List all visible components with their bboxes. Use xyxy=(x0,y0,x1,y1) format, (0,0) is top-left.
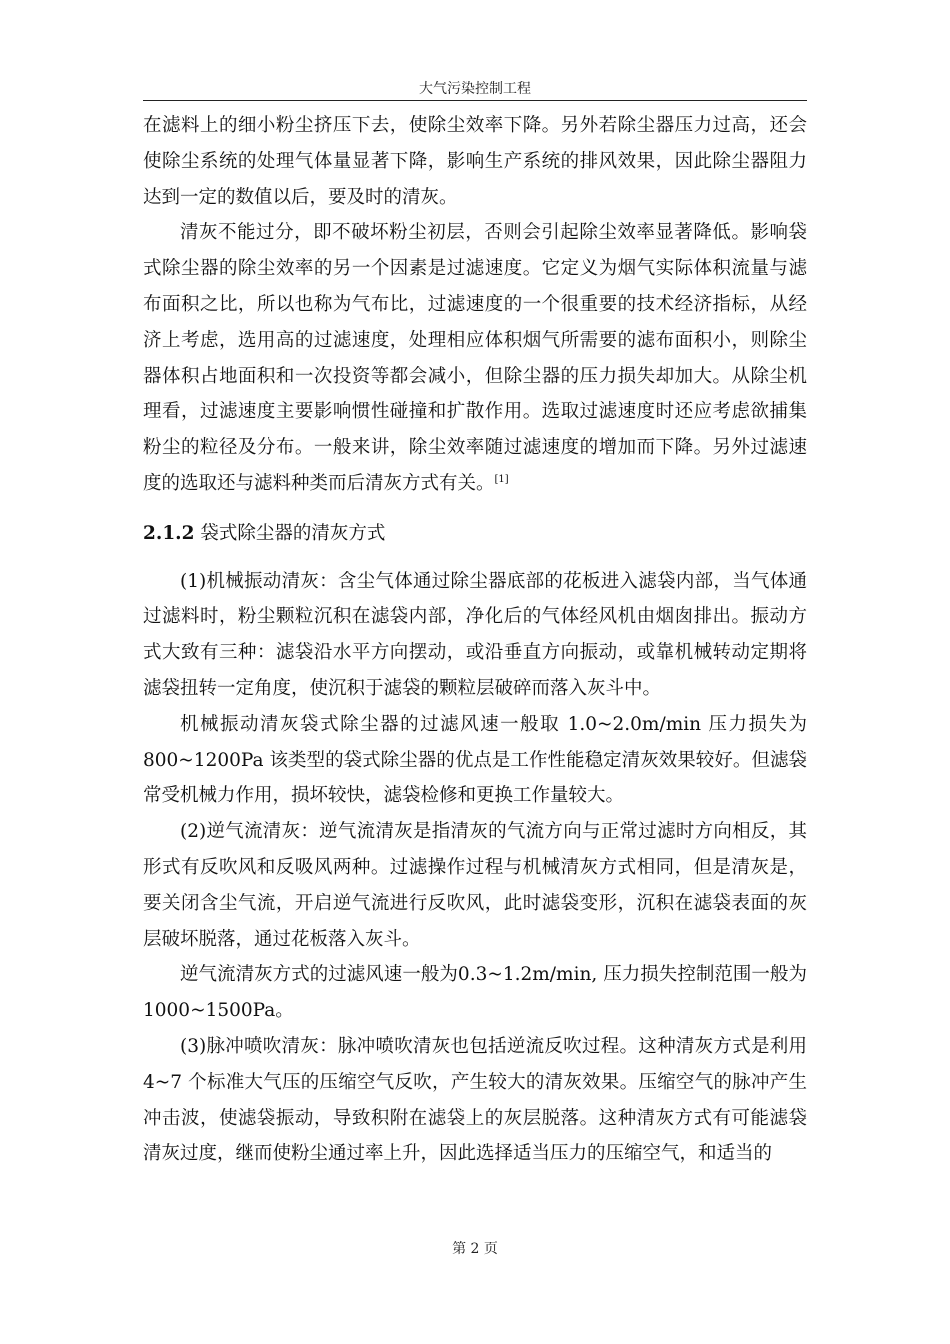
paragraph-3: (1)机械振动清灰：含尘气体通过除尘器底部的花板进入滤袋内部，当气体通过滤料时，粉尘颗粒沉积在滤袋内部，净化后的气体经风机由烟囱排出。振动方式大致有三种：滤袋沿水平方向摆动，或沿垂直方向振动，或靠机械转动定期将滤袋扭转一定角度，使沉积于滤袋的颗粒层破碎而落入灰斗中。 xyxy=(143,570,807,699)
paragraph-4: 机械振动清灰袋式除尘器的过滤风速一般取 1.0~2.0m/min 压力损失为800~1200Pa 该类型的袋式除尘器的优点是工作性能稳定清灰效果较好。但滤袋常受机械力作用，损坏较快，滤袋检修和更换工作量较大。 xyxy=(143,713,807,807)
paragraph-6: 逆气流清灰方式的过滤风速一般为0.3~1.2m/min, 压力损失控制范围一般为1000~1500Pa。 xyxy=(143,964,807,1022)
paragraph-2-text: 清灰不能过分，即不破坏粉尘初层，否则会引起除尘效率显著降低。影响袋式除尘器的除尘效率的另一个因素是过滤速度。它定义为烟气实际体积流量与滤布面积之比，所以也称为气布比，过滤速度的一个很重要的技术经济指标，从经济上考虑，选用高的过滤速度，处理相应体积烟气所需要的滤布面积小，则除尘器体积占地面积和一次投资等都会减小，但除尘器的压力损失却加大。从除尘机理看，过滤速度主要影响惯性碰撞和扩散作用。选取过滤速度时还应考虑欲捕集粉尘的粒径及分布。一般来讲，除尘效率随过滤速度的增加而下降。另外过滤速度的选取还与滤料种类而后清灰方式有关。 xyxy=(143,222,807,494)
paragraph-1: 在滤料上的细小粉尘挤压下去，使除尘效率下降。另外若除尘器压力过高，还会使除尘系统的处理气体量显著下降，影响生产系统的排风效果，因此除尘器阻力达到一定的数值以后，要及时的清灰。 xyxy=(143,115,807,208)
citation-marker: [1] xyxy=(494,473,509,485)
section-heading xyxy=(143,516,807,552)
paragraph-7: (3)脉冲喷吹清灰：脉冲喷吹清灰也包括逆流反吹过程。这种清灰方式是利用 4~7 个标准大气压的压缩空气反吹，产生较大的清灰效果。压缩空气的脉冲产生冲击波，使滤袋振动，导致积附在滤袋上的灰层脱落。这种清灰方式有可能滤袋清灰过度，继而使粉尘通过率上升，因此选择适当压力的压缩空气，和适当的 xyxy=(143,1035,807,1165)
paragraph-2 xyxy=(143,215,807,501)
section-number: 2.1.2 xyxy=(143,522,195,544)
paragraph-5: (2)逆气流清灰：逆气流清灰是指清灰的气流方向与正常过滤时方向相反，其形式有反吹风和反吸风两种。过滤操作过程与机械清灰方式相同，但是清灰是，要关闭含尘气流，开启逆气流进行反吹风，此时滤袋变形，沉积在滤袋表面的灰层破坏脱落，通过花板落入灰斗。 xyxy=(143,821,807,950)
section-title: 袋式除尘器的清灰方式 xyxy=(194,522,386,544)
page-body xyxy=(143,108,807,1172)
page-number: 第 2 页 xyxy=(452,1241,498,1257)
running-header: 大气污染控制工程 xyxy=(419,81,531,97)
header-rule xyxy=(143,100,807,101)
